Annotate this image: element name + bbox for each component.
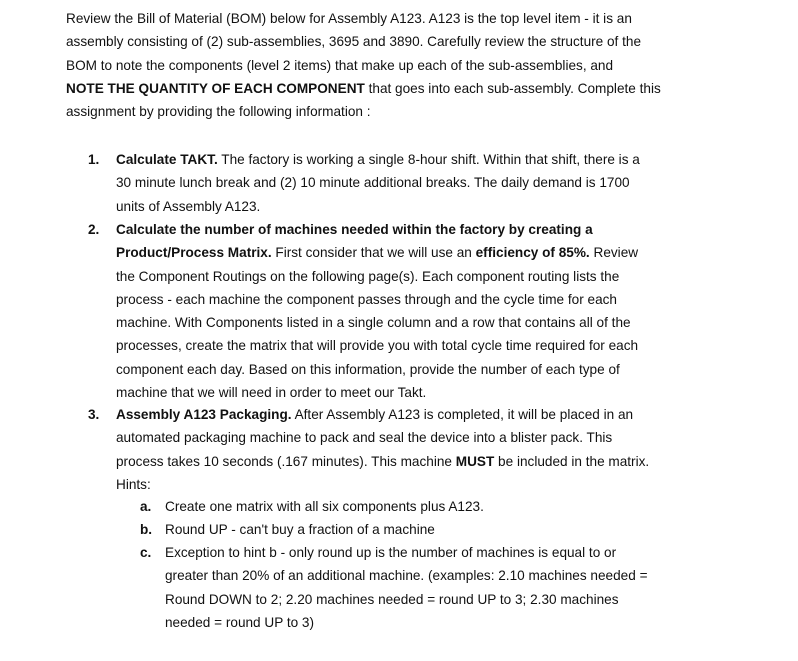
intro-line: assembly consisting of (2) sub-assemblies, 3695 and 3890. Carefully review the structure of the [66, 34, 641, 50]
list-number: 2. [88, 222, 100, 237]
item-title: Assembly A123 Packaging. [116, 407, 292, 422]
item-title: Calculate the number of machines needed within the factory by creating a [116, 222, 593, 237]
item-line: machine. With Components listed in a single column and a row that contains all of the [116, 315, 631, 331]
item-line: process - each machine the component passes through and the cycle time for each [116, 291, 617, 307]
list-number: 1. [88, 152, 100, 167]
intro-emphasis: NOTE THE QUANTITY OF EACH COMPONENT [66, 80, 365, 96]
item-line: automated packaging machine to pack and seal the device into a blister pack. This [116, 430, 613, 446]
item-line-rest: Review [589, 245, 639, 261]
item-line-rest: After Assembly A123 is completed, it will be placed in an [291, 407, 634, 422]
hint-text [165, 518, 755, 541]
item-line-rest: be included in the matrix. [494, 453, 650, 469]
item-line: 30 minute lunch break and (2) 10 minute additional breaks. The daily demand is 1700 [116, 175, 630, 191]
hint-letter: a. [140, 499, 152, 514]
hint-line: Create one matrix with all six components plus A123. [165, 499, 484, 514]
item-line: units of Assembly A123. [116, 198, 261, 214]
item-line-rest: First consider that we will use an [271, 245, 476, 261]
item-title: Product/Process Matrix. [116, 245, 272, 261]
item-line-rest: process takes 10 seconds (.167 minutes). This machine [116, 453, 456, 469]
item-line: processes, create the matrix that will provide you with total cycle time required for each [116, 338, 639, 354]
intro-paragraph [66, 7, 756, 123]
item-title-line [116, 218, 778, 241]
item-line-rest: The factory is working a single 8-hour shift. Within that shift, there is a [217, 152, 640, 167]
hints-heading: Hints: [116, 476, 151, 492]
hint-line: Round DOWN to 2; 2.20 machines needed = round UP to 3; 2.30 machines [165, 591, 619, 607]
must-emphasis: MUST [455, 453, 495, 469]
hint-letter: b. [140, 522, 153, 537]
list-item-body [116, 218, 778, 404]
intro-line: assignment by providing the following information : [66, 104, 371, 120]
intro-line [66, 77, 756, 100]
item-line [116, 450, 778, 473]
item-line [116, 148, 778, 171]
list-number: 3. [88, 407, 100, 422]
item-line: the Component Routings on the following page(s). Each component routing lists the [116, 268, 620, 284]
efficiency-emphasis: efficiency of 85%. [475, 245, 590, 261]
item-title: Calculate TAKT. [116, 152, 218, 167]
item-line: machine that we will need in order to meet our Takt. [116, 385, 427, 401]
item-line [116, 403, 778, 426]
hint-line: greater than 20% of an additional machine. (examples: 2.10 machines needed = [165, 568, 648, 584]
hint-line: needed = round UP to 3) [165, 614, 315, 630]
hint-line: Round UP - can't buy a fraction of a machine [165, 522, 435, 537]
hint-line: Exception to hint b - only round up is the number of machines is equal to or [165, 545, 617, 560]
intro-line-rest: that goes into each sub-assembly. Complete this [364, 80, 661, 96]
list-item-body [116, 403, 778, 496]
hint-text [165, 541, 755, 634]
hint-letter: c. [140, 545, 152, 560]
list-item-body [116, 148, 778, 218]
item-line: component each day. Based on this information, provide the number of each type of [116, 361, 620, 377]
intro-line: Review the Bill of Material (BOM) below for Assembly A123. A123 is the top level item - it is an [66, 11, 632, 26]
hint-text [165, 495, 755, 518]
intro-line: BOM to note the components (level 2 items) that make up each of the sub-assemblies, and [66, 57, 614, 73]
item-line [116, 241, 778, 264]
